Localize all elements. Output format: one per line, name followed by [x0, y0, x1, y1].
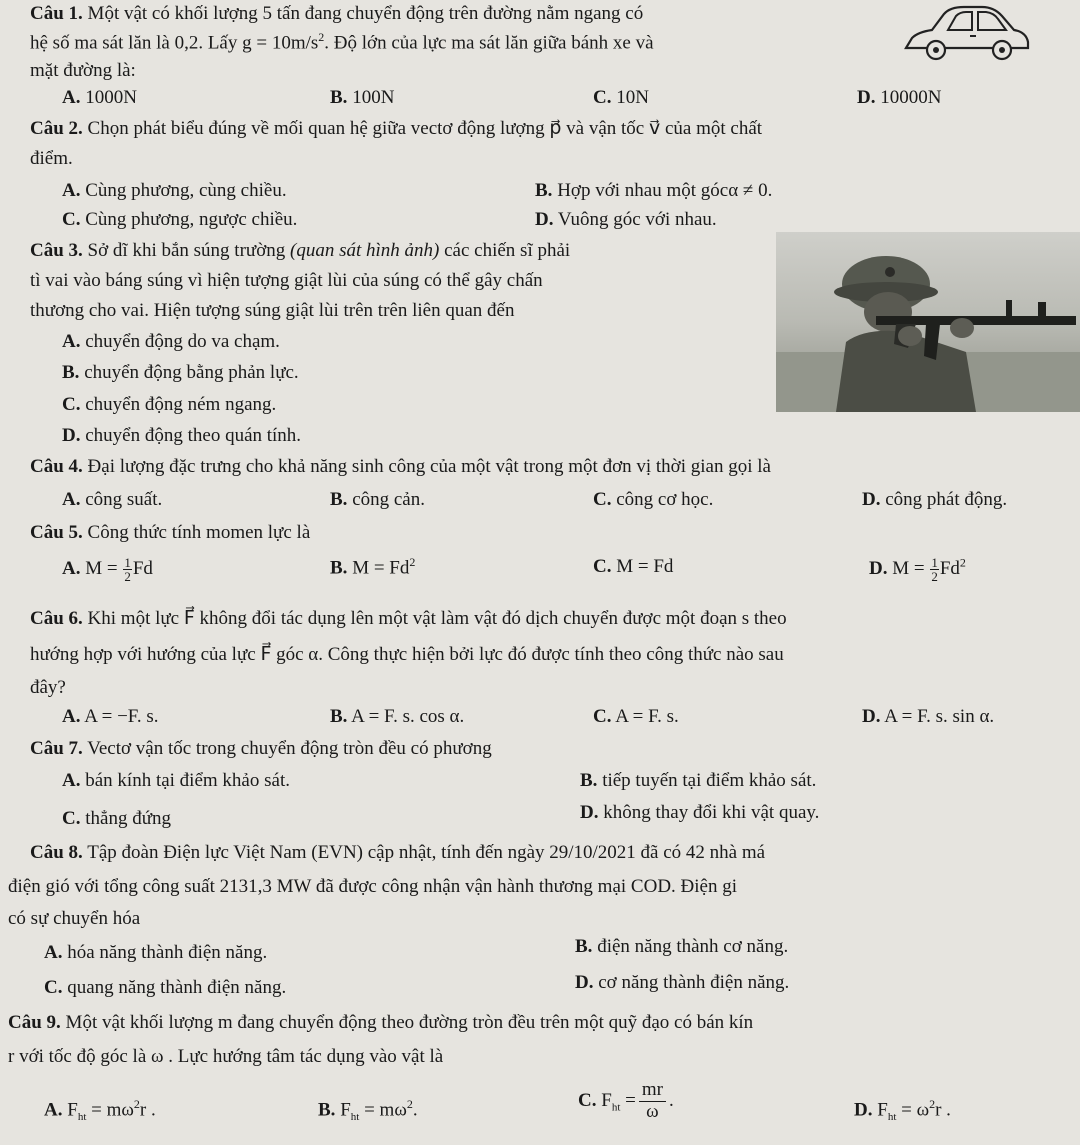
q1-text2b: . Độ lớn của lực ma sát lăn giữa bánh xe và: [324, 32, 654, 54]
q7-option-b[interactable]: B. tiếp tuyến tại điểm khảo sát.: [580, 770, 817, 791]
q8-number: Câu 8.: [30, 842, 83, 863]
q1-line1: [30, 3, 643, 25]
q9-option-a[interactable]: A. $F_{ht} = m\omega^2r$ .: [44, 1097, 156, 1124]
q9-option-c[interactable]: C. $F_{ht}$ = $\frac{mr}{\omega}$ .: [578, 1079, 674, 1122]
q4-number: Câu 4.: [30, 456, 83, 477]
q2-text1: Chọn phát biểu đúng về mối quan hệ giữa vectơ động lượng p⃗ và vận tốc v⃗ của một chất: [87, 118, 763, 139]
q1-text2-sup: 2: [318, 30, 325, 44]
q5-a-fraction: $\frac{1}{2}$: [124, 555, 131, 584]
q6-option-d[interactable]: D. A = F. s. sin α.: [862, 706, 995, 727]
q7-line1: Câu 7. Vectơ vận tốc trong chuyển động tròn đều có phương: [30, 738, 492, 759]
soldier-photo: [776, 232, 1080, 412]
q6-line2: hướng hợp với hướng của lực F⃗ góc α. Công thực hiện bởi lực đó được tính theo công thức nào sau: [30, 644, 784, 665]
q5-line1: Câu 5. Công thức tính momen lực là: [30, 522, 311, 543]
q8-option-d[interactable]: D. cơ năng thành điện năng.: [575, 972, 790, 993]
q9-option-d[interactable]: D. $F_{ht} = \omega^2r$ .: [854, 1097, 951, 1124]
q1-line3: mặt đường là:: [30, 60, 136, 81]
q1-text2a: hệ số ma sát lăn là 0,2. Lấy g = 10m/s: [30, 32, 319, 54]
q4-option-b[interactable]: B. công cản.: [330, 489, 425, 510]
q5-option-d[interactable]: D. M = $\frac{1}{2}$ Fd$^2$: [869, 555, 966, 584]
q6-option-b[interactable]: B. A = F. s. cos α.: [330, 706, 465, 727]
q1-option-c[interactable]: C. 10N: [593, 87, 649, 108]
q9-number: Câu 9.: [8, 1012, 61, 1033]
q2-option-d[interactable]: D. Vuông góc với nhau.: [535, 209, 717, 230]
q3-option-c[interactable]: C. chuyển động ném ngang.: [62, 394, 277, 415]
q8-option-b[interactable]: B. điện năng thành cơ năng.: [575, 936, 789, 957]
q3-line2: tì vai vào báng súng vì hiện tượng giật lùi của súng có thể gây chấn: [30, 270, 543, 291]
q3-line1: Câu 3. Sở dĩ khi bắn súng trường (quan sát hình ảnh) các chiến sĩ phải: [30, 240, 571, 261]
q2-line1: [30, 118, 762, 140]
q2-number: Câu 2.: [30, 118, 83, 139]
q2-option-c[interactable]: C. Cùng phương, ngược chiều.: [62, 209, 298, 230]
q7-option-d[interactable]: D. không thay đổi khi vật quay.: [580, 802, 820, 823]
q6-line1: Câu 6. Khi một lực F⃗ không đổi tác dụng lên một vật làm vật đó dịch chuyển được một đoạn s theo: [30, 608, 787, 629]
q6-option-c[interactable]: C. A = F. s.: [593, 706, 679, 727]
q8-option-a[interactable]: A. hóa năng thành điện năng.: [44, 942, 268, 963]
q5-d-fraction: $\frac{1}{2}$: [931, 555, 938, 584]
q2-option-b[interactable]: B. Hợp với nhau một gócα ≠ 0.: [535, 180, 773, 201]
q5-number: Câu 5.: [30, 522, 83, 543]
q5-option-b[interactable]: B. $M = Fd^2$: [330, 555, 416, 579]
q4-line1: Câu 4. Đại lượng đặc trưng cho khả năng sinh công của một vật trong một đơn vị thời gian gọi là: [30, 456, 771, 477]
q8-line3: có sự chuyển hóa: [8, 908, 141, 929]
q3-line3: thương cho vai. Hiện tượng súng giật lùi trên trên liên quan đến: [30, 300, 515, 321]
q9-line2: r với tốc độ góc là ω . Lực hướng tâm tác dụng vào vật là: [8, 1046, 444, 1067]
car-illustration: [902, 4, 1032, 64]
q6-line3: đây?: [30, 677, 66, 698]
q8-line1: Câu 8. Tập đoàn Điện lực Việt Nam (EVN) cập nhật, tính đến ngày 29/10/2021 đã có 42 nhà má: [30, 842, 766, 863]
q8-line2: điện gió với tổng công suất 2131,3 MW đã được công nhận vận hành thương mại COD. Điện gi: [8, 876, 738, 897]
q2-option-a[interactable]: A. Cùng phương, cùng chiều.: [62, 180, 287, 201]
q3-number: Câu 3.: [30, 240, 83, 261]
q7-option-a[interactable]: A. bán kính tại điểm khảo sát.: [62, 770, 290, 791]
q1-option-d[interactable]: D. 10000N: [857, 87, 942, 108]
q8-option-c[interactable]: C. quang năng thành điện năng.: [44, 977, 287, 998]
q2-line2: điểm.: [30, 148, 73, 169]
q6-number: Câu 6.: [30, 608, 83, 629]
q1-option-a[interactable]: A. 1000N: [62, 87, 137, 108]
q9-option-b[interactable]: B. $F_{ht} = m\omega^2$.: [318, 1097, 418, 1124]
q4-option-c[interactable]: C. công cơ học.: [593, 489, 714, 510]
q7-number: Câu 7.: [30, 738, 83, 759]
q3-option-d[interactable]: D. chuyển động theo quán tính.: [62, 425, 302, 446]
q4-option-d[interactable]: D. công phát động.: [862, 489, 1008, 510]
q9-line1: Câu 9. Một vật khối lượng m đang chuyển động theo đường tròn đều trên một quỹ đạo có bán kín: [8, 1012, 754, 1033]
q3-option-b[interactable]: B. chuyển động bằng phản lực.: [62, 362, 299, 383]
q7-option-c[interactable]: C. thẳng đứng: [62, 808, 171, 829]
q1-line2: [30, 31, 654, 54]
q5-option-a[interactable]: A. M = $\frac{1}{2}$ Fd: [62, 555, 153, 584]
q5-option-c[interactable]: C. M = Fd: [593, 556, 674, 577]
q3-option-a[interactable]: A. chuyển động do va chạm.: [62, 331, 280, 352]
q1-option-b[interactable]: B. 100N: [330, 87, 395, 108]
q1-number: Câu 1.: [30, 3, 83, 24]
q6-option-a[interactable]: A. A = −F. s.: [62, 706, 159, 727]
q1-text1: Một vật có khối lượng 5 tấn đang chuyển động trên đường nằm ngang có: [87, 3, 644, 24]
q4-option-a[interactable]: A. công suất.: [62, 489, 163, 510]
q9-c-fraction: $\frac{mr}{\omega}$: [639, 1080, 666, 1123]
